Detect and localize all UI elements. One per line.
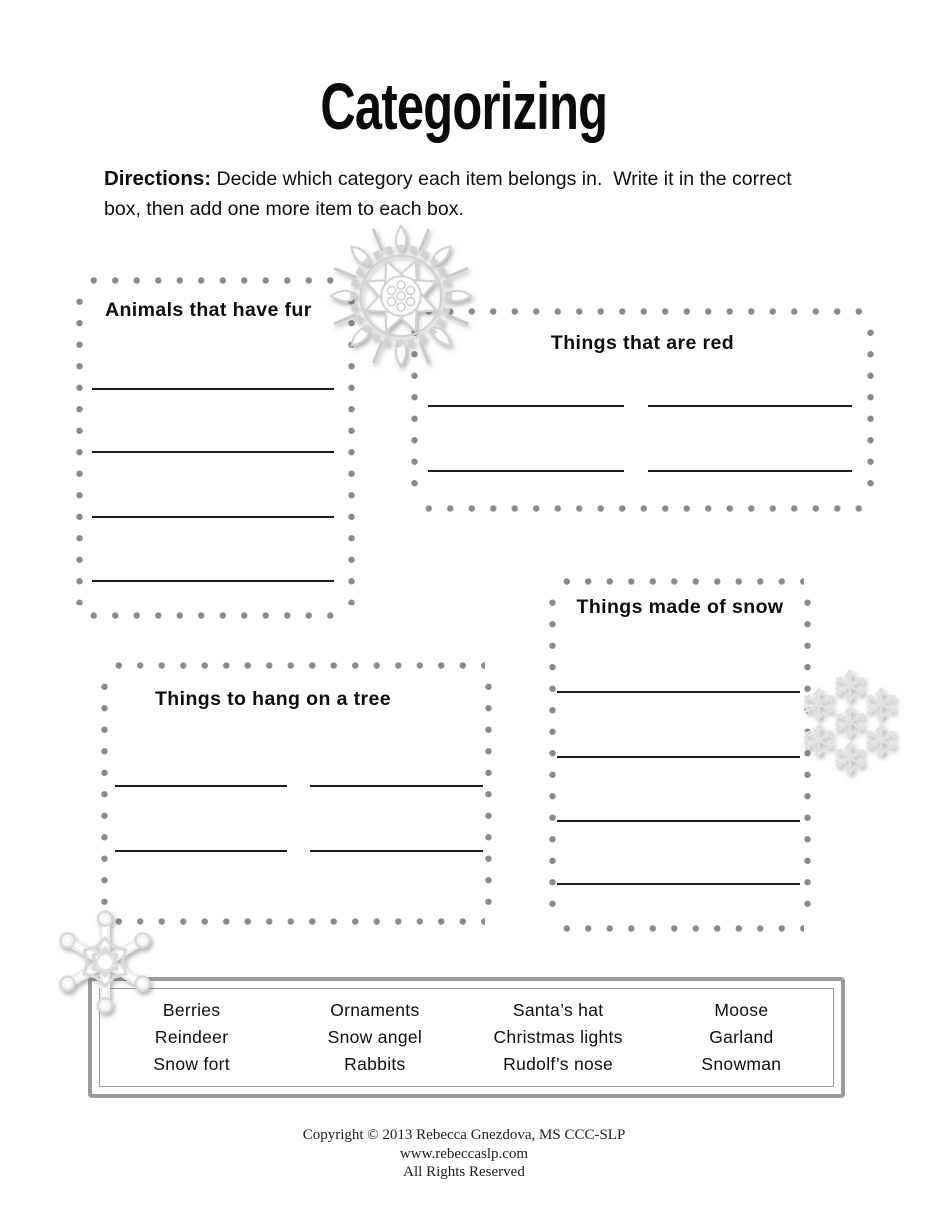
dotted-border-bottom bbox=[108, 918, 485, 925]
blank-line bbox=[92, 388, 334, 390]
word-bank-column-3 bbox=[467, 997, 650, 1078]
blank-line bbox=[557, 883, 800, 885]
word-bank-inner-border bbox=[99, 988, 834, 1087]
word-bank-item: Moose bbox=[714, 1000, 769, 1020]
dotted-border-top bbox=[418, 308, 867, 315]
box-title-hang-on-tree: Things to hang on a tree bbox=[155, 688, 392, 710]
word-bank-item: Rabbits bbox=[344, 1054, 406, 1074]
copyright-footer bbox=[0, 1126, 928, 1182]
blank-line bbox=[648, 470, 852, 472]
blank-line bbox=[92, 516, 334, 518]
word-bank bbox=[88, 977, 845, 1098]
blank-line bbox=[428, 470, 624, 472]
category-box-hang-on-tree bbox=[100, 662, 493, 925]
dotted-border-top bbox=[556, 578, 804, 585]
directions-line-1: Directions: Decide which category each item belongs in. Write it in the correct bbox=[104, 167, 792, 190]
snowflake-star-icon bbox=[48, 905, 162, 1019]
word-bank-item: Santa’s hat bbox=[512, 1000, 604, 1020]
category-box-made-of-snow bbox=[548, 578, 812, 932]
copyright-website: www.rebeccaslp.com bbox=[399, 1145, 529, 1162]
copyright-line: Copyright © 2013 Rebecca Gnezdova, MS CCC-SLP bbox=[302, 1127, 626, 1143]
blank-line bbox=[115, 850, 287, 852]
box-title-things-red: Things that are red bbox=[550, 332, 735, 354]
category-box-animals-fur bbox=[75, 277, 356, 619]
dotted-border-left bbox=[549, 592, 556, 918]
page-title-text: Categorizing bbox=[320, 69, 608, 143]
dotted-border-top bbox=[83, 277, 348, 284]
word-bank-item: Rudolf’s nose bbox=[503, 1054, 614, 1074]
directions-line-2: box, then add one more item to each box. bbox=[104, 198, 464, 220]
blank-line bbox=[92, 580, 334, 582]
blank-line bbox=[557, 691, 800, 693]
blank-line bbox=[310, 850, 483, 852]
word-bank-item: Garland bbox=[709, 1027, 774, 1047]
word-bank-item: Snow angel bbox=[327, 1027, 423, 1047]
category-box-things-red bbox=[410, 308, 875, 512]
dotted-border-bottom bbox=[83, 612, 348, 619]
blank-line bbox=[648, 405, 852, 407]
dotted-border-bottom bbox=[556, 925, 804, 932]
word-bank-item: Ornaments bbox=[330, 1000, 420, 1020]
dotted-border-top bbox=[108, 662, 485, 669]
directions-label: Directions: bbox=[104, 167, 212, 190]
box-title-animals-fur: Animals that have fur bbox=[105, 299, 312, 321]
word-bank-item: Christmas lights bbox=[493, 1027, 623, 1047]
dotted-border-left bbox=[101, 676, 108, 911]
dotted-border-left bbox=[76, 291, 83, 605]
blank-line bbox=[557, 820, 800, 822]
page-title bbox=[0, 66, 928, 146]
snowflake-cluster-icon bbox=[790, 662, 910, 782]
dotted-border-right bbox=[485, 676, 492, 911]
word-bank-item: Berries bbox=[162, 1000, 221, 1020]
blank-line bbox=[310, 785, 483, 787]
dotted-border-bottom bbox=[418, 505, 867, 512]
blank-line bbox=[115, 785, 287, 787]
word-bank-item: Snow fort bbox=[153, 1054, 230, 1074]
word-bank-item: Reindeer bbox=[154, 1027, 229, 1047]
snowflake-lace-icon bbox=[325, 220, 477, 372]
blank-line bbox=[557, 756, 800, 758]
blank-line bbox=[92, 451, 334, 453]
word-bank-item: Snowman bbox=[701, 1054, 782, 1074]
word-bank-column-4 bbox=[650, 997, 833, 1078]
directions-text bbox=[104, 164, 884, 224]
blank-line bbox=[428, 405, 624, 407]
word-bank-column-2 bbox=[283, 997, 466, 1078]
copyright-rights: All Rights Reserved bbox=[403, 1164, 525, 1180]
box-title-made-of-snow: Things made of snow bbox=[576, 596, 784, 618]
